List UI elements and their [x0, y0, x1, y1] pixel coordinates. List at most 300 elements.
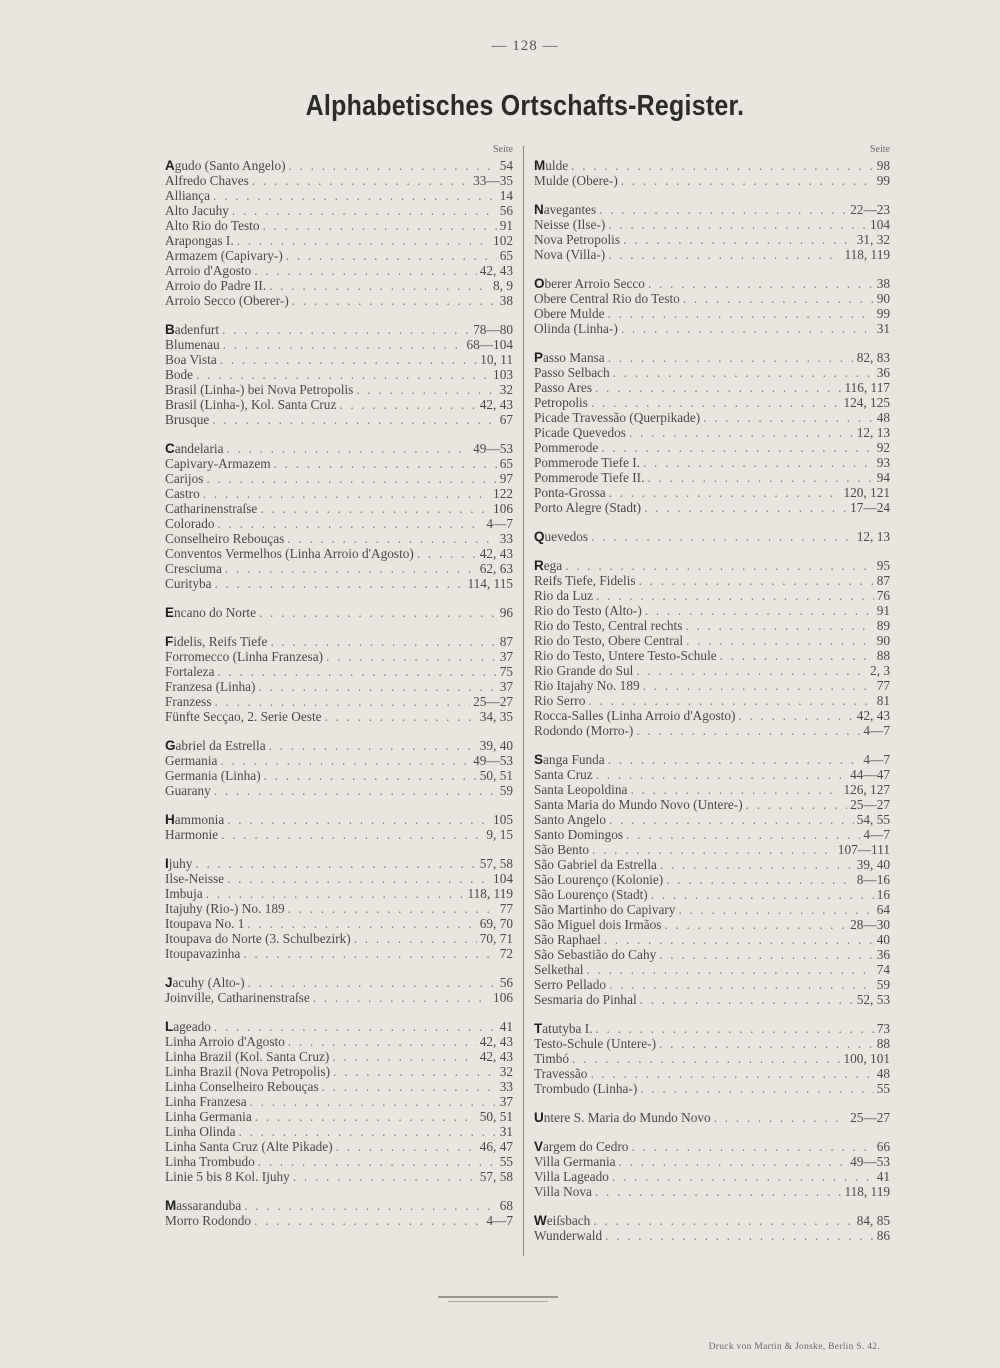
entry-name: Reifs Tiefe, Fidelis	[534, 573, 636, 588]
printer-imprint: Druck von Martin & Jonske, Berlin S. 42.	[708, 1342, 880, 1352]
index-entry	[165, 946, 513, 961]
index-entry	[534, 1081, 890, 1096]
index-entry	[534, 306, 890, 321]
entry-name: Santa Leopoldina	[534, 782, 628, 797]
initial-letter: R	[534, 558, 544, 573]
index-entry	[165, 248, 513, 263]
footer-rule	[448, 1301, 548, 1302]
index-entry	[165, 576, 513, 591]
dot-leader	[258, 679, 496, 694]
entry-name: Carijos	[165, 471, 204, 486]
index-entry	[534, 1036, 890, 1051]
entry-pages: 66	[876, 1139, 890, 1154]
index-entry	[165, 679, 513, 694]
letter-group	[165, 158, 513, 308]
dot-leader	[595, 380, 841, 395]
entry-pages: 42, 43	[479, 397, 513, 412]
index-entry	[165, 441, 513, 456]
letter-group	[165, 1198, 513, 1228]
entry-name: Alto Rio do Testo	[165, 218, 260, 233]
entry-pages: 87	[876, 573, 890, 588]
entry-pages: 46, 47	[479, 1139, 513, 1154]
entry-name: Wunderwald	[534, 1228, 603, 1243]
entry-pages: 28—30	[850, 917, 890, 932]
entry-pages: 118, 119	[844, 1184, 890, 1199]
dot-leader	[232, 203, 497, 218]
dot-leader	[660, 857, 854, 872]
letter-group	[534, 752, 890, 1007]
index-entry	[165, 916, 513, 931]
entry-pages: 104	[870, 217, 890, 232]
entry-name: Itoupava No. 1	[165, 916, 245, 931]
entry-name: Forromecco (Linha Franzesa)	[165, 649, 324, 664]
entry-pages: 25—27	[473, 694, 513, 709]
entry-name: Passo Selbach	[534, 365, 610, 380]
index-entry	[165, 783, 513, 798]
index-entry	[534, 1228, 890, 1243]
entry-name: Linha Germania	[165, 1109, 252, 1124]
entry-pages: 33	[499, 1079, 513, 1094]
entry-name: Weiſsbach	[534, 1213, 591, 1228]
dot-leader	[339, 397, 476, 412]
index-entry	[534, 573, 890, 588]
dot-leader	[287, 531, 496, 546]
entry-name: Fünfte Secçao, 2. Serie Oeste	[165, 709, 322, 724]
entry-pages: 57, 58	[479, 856, 513, 871]
seite-header: Seite	[493, 144, 513, 155]
dot-leader	[609, 485, 841, 500]
entry-name: Rio do Testo, Untere Testo-Schule	[534, 648, 717, 663]
index-entry	[534, 947, 890, 962]
entry-pages: 49—53	[473, 753, 513, 768]
index-entry	[165, 561, 513, 576]
page-number: — 128 —	[491, 38, 559, 54]
index-entry	[165, 293, 513, 308]
index-entry	[165, 1124, 513, 1139]
dot-leader	[648, 276, 874, 291]
index-entry	[165, 738, 513, 753]
entry-pages: 65	[499, 456, 513, 471]
entry-pages: 4—7	[863, 752, 890, 767]
index-entry	[534, 365, 890, 380]
entry-name: Itoupava do Norte (3. Schulbezirk)	[165, 931, 351, 946]
index-entry	[165, 812, 513, 827]
entry-pages: 38	[499, 293, 513, 308]
index-entry	[165, 233, 513, 248]
index-entry	[534, 1066, 890, 1081]
dot-leader	[222, 322, 470, 337]
entry-name: Rega	[534, 558, 563, 573]
entry-name: Villa Germania	[534, 1154, 616, 1169]
entry-name: Fidelis, Reifs Tiefe	[165, 634, 268, 649]
entry-name: Linha Trombudo	[165, 1154, 255, 1169]
entry-name: Petropolis	[534, 395, 588, 410]
initial-letter: I	[165, 856, 169, 871]
index-entry	[165, 471, 513, 486]
index-entry	[165, 218, 513, 233]
entry-name: São Miguel dois Irmãos	[534, 917, 662, 932]
entry-name: Bode	[165, 367, 194, 382]
entry-name: São Sebastião do Cahy	[534, 947, 657, 962]
index-entry	[534, 887, 890, 902]
dot-leader	[243, 946, 496, 961]
entry-pages: 106	[493, 990, 513, 1005]
entry-name: Navegantes	[534, 202, 597, 217]
index-entry	[534, 678, 890, 693]
entry-name: Cresciuma	[165, 561, 222, 576]
index-entry	[534, 440, 890, 455]
dot-leader	[220, 352, 477, 367]
index-entry	[534, 618, 890, 633]
entry-name: Santa Maria do Mundo Novo (Untere-)	[534, 797, 743, 812]
dot-leader	[601, 440, 873, 455]
dot-leader	[608, 350, 854, 365]
entry-name: Curityba	[165, 576, 212, 591]
dot-leader	[678, 902, 873, 917]
entry-name: Fortaleza	[165, 664, 215, 679]
dot-leader	[274, 456, 497, 471]
entry-name: Arroio do Padre II.	[165, 278, 267, 293]
index-entry	[165, 931, 513, 946]
index-entry	[165, 664, 513, 679]
index-entry	[165, 871, 513, 886]
dot-leader	[270, 634, 496, 649]
dot-leader	[640, 1081, 873, 1096]
initial-letter: W	[534, 1213, 547, 1228]
entry-pages: 14	[499, 188, 513, 203]
entry-name: Mulde	[534, 158, 569, 173]
entry-name: Santo Angelo	[534, 812, 607, 827]
index-entry	[534, 395, 890, 410]
index-entry	[165, 1169, 513, 1184]
dot-leader	[738, 708, 853, 723]
entry-pages: 78—80	[473, 322, 513, 337]
entry-name: São Lourenço (Stadt)	[534, 887, 648, 902]
entry-pages: 16	[876, 887, 890, 902]
index-entry	[534, 1139, 890, 1154]
index-entry	[165, 546, 513, 561]
entry-name: Castro	[165, 486, 200, 501]
entry-name: Neisse (Ilse-)	[534, 217, 606, 232]
entry-name: Rodondo (Morro-)	[534, 723, 634, 738]
entry-name: Imbuja	[165, 886, 203, 901]
entry-pages: 90	[876, 291, 890, 306]
dot-leader	[214, 783, 497, 798]
entry-pages: 55	[876, 1081, 890, 1096]
index-entry	[165, 1198, 513, 1213]
entry-name: Linha Santa Cruz (Alte Pikade)	[165, 1139, 333, 1154]
entry-name: Santa Cruz	[534, 767, 593, 782]
index-entry	[165, 634, 513, 649]
dot-leader	[645, 603, 874, 618]
entry-pages: 114, 115	[467, 576, 513, 591]
dot-leader	[259, 605, 497, 620]
dot-leader	[313, 990, 490, 1005]
dot-leader	[237, 233, 490, 248]
entry-pages: 8—16	[856, 872, 890, 887]
entry-name: Itajuhy (Rio-) No. 189	[165, 901, 285, 916]
dot-leader	[572, 1051, 840, 1066]
dot-leader	[263, 218, 497, 233]
entry-pages: 22—23	[850, 202, 890, 217]
dot-leader	[608, 217, 867, 232]
dot-leader	[636, 663, 867, 678]
entry-pages: 41	[499, 1019, 513, 1034]
dot-leader	[289, 158, 497, 173]
initial-letter: A	[165, 158, 175, 173]
index-entry	[534, 962, 890, 977]
index-entry	[165, 694, 513, 709]
entry-pages: 67	[499, 412, 513, 427]
index-entry	[534, 217, 890, 232]
initial-letter: P	[534, 350, 544, 365]
entry-pages: 103	[493, 367, 513, 382]
index-entry	[534, 410, 890, 425]
register-column-right	[534, 144, 890, 1257]
index-entry	[165, 158, 513, 173]
index-entry	[165, 1139, 513, 1154]
index-entry	[534, 872, 890, 887]
entry-name: Conselheiro Rebouças	[165, 531, 285, 546]
dot-leader	[212, 412, 496, 427]
index-entry	[534, 752, 890, 767]
index-entry	[165, 975, 513, 990]
entry-pages: 42, 43	[479, 546, 513, 561]
letter-group	[165, 634, 513, 724]
index-entry	[534, 485, 890, 500]
dot-leader	[714, 1110, 847, 1125]
entry-name: Rio Serro	[534, 693, 586, 708]
dot-leader	[326, 649, 497, 664]
entry-name: Serro Pellado	[534, 977, 607, 992]
entry-pages: 100, 101	[843, 1051, 890, 1066]
entry-name: Massaranduba	[165, 1198, 242, 1213]
dot-leader	[214, 1019, 497, 1034]
dot-leader	[588, 693, 873, 708]
initial-letter: H	[165, 812, 175, 827]
entry-pages: 31	[499, 1124, 513, 1139]
entry-name: Jacuhy (Alto-)	[165, 975, 245, 990]
dot-leader	[586, 962, 873, 977]
entry-pages: 49—53	[473, 441, 513, 456]
index-entry	[534, 380, 890, 395]
entry-name: Tatutyba I.	[534, 1021, 593, 1036]
entry-name: Rio Itajahy No. 189	[534, 678, 640, 693]
entry-pages: 118, 119	[467, 886, 513, 901]
index-entry	[165, 501, 513, 516]
entry-name: Brusque	[165, 412, 210, 427]
entry-pages: 48	[876, 1066, 890, 1081]
letter-group	[534, 350, 890, 515]
seite-header: Seite	[870, 144, 890, 155]
initial-letter: G	[165, 738, 176, 753]
entry-pages: 25—27	[850, 1110, 890, 1125]
letter-groups	[165, 158, 513, 1228]
entry-name: Rio da Luz	[534, 588, 594, 603]
entry-pages: 12, 13	[856, 425, 890, 440]
entry-name: Blumenau	[165, 337, 220, 352]
entry-pages: 4—7	[863, 827, 890, 842]
index-entry	[165, 1019, 513, 1034]
entry-pages: 59	[876, 977, 890, 992]
dot-leader	[639, 573, 874, 588]
entry-pages: 84, 85	[856, 1213, 890, 1228]
entry-name: Arroio Secco (Oberer-)	[165, 293, 289, 308]
dot-leader	[252, 173, 470, 188]
entry-name: Rio do Testo (Alto-)	[534, 603, 642, 618]
dot-leader	[612, 1169, 874, 1184]
dot-leader	[244, 1198, 496, 1213]
entry-name: Quevedos	[534, 529, 589, 544]
dot-leader	[195, 856, 476, 871]
dot-leader	[651, 887, 874, 902]
entry-pages: 50, 51	[479, 1109, 513, 1124]
index-entry	[165, 1079, 513, 1094]
dot-leader	[565, 558, 874, 573]
initial-letter: V	[534, 1139, 544, 1154]
initial-letter: U	[534, 1110, 544, 1125]
index-entry	[534, 202, 890, 217]
entry-pages: 88	[876, 648, 890, 663]
index-entry	[534, 932, 890, 947]
dot-leader	[608, 306, 874, 321]
entry-name: Pommerode Tiefe II.	[534, 470, 645, 485]
initial-letter: F	[165, 634, 174, 649]
index-entry	[165, 263, 513, 278]
initial-letter: N	[534, 202, 544, 217]
entry-pages: 31	[876, 321, 890, 336]
entry-pages: 4—7	[486, 516, 513, 531]
entry-pages: 116, 117	[844, 380, 890, 395]
dot-leader	[666, 872, 854, 887]
entry-name: São Gabriel da Estrella	[534, 857, 657, 872]
dot-leader	[215, 576, 465, 591]
index-entry	[534, 276, 890, 291]
page-title: Alphabetisches Ortschafts-Register.	[305, 90, 745, 122]
entry-name: Santo Domingos	[534, 827, 624, 842]
index-entry	[534, 1110, 890, 1125]
entry-pages: 32	[499, 1064, 513, 1079]
entry-name: Boa Vista	[165, 352, 217, 367]
entry-name: Selkethal	[534, 962, 584, 977]
index-entry	[165, 397, 513, 412]
entry-pages: 102	[493, 233, 513, 248]
entry-name: Linha Conselheiro Rebouças	[165, 1079, 319, 1094]
dot-leader	[703, 410, 874, 425]
index-entry	[534, 247, 890, 262]
entry-pages: 72	[499, 946, 513, 961]
entry-name: Linha Franzesa	[165, 1094, 247, 1109]
entry-pages: 73	[876, 1021, 890, 1036]
initial-letter: E	[165, 605, 175, 620]
index-entry	[165, 605, 513, 620]
entry-pages: 86	[876, 1228, 890, 1243]
index-entry	[534, 232, 890, 247]
letter-group	[534, 1021, 890, 1096]
index-entry	[165, 1034, 513, 1049]
entry-pages: 75	[499, 664, 513, 679]
dot-leader	[685, 618, 873, 633]
entry-pages: 55	[499, 1154, 513, 1169]
entry-name: São Raphael	[534, 932, 601, 947]
entry-pages: 122	[493, 486, 513, 501]
index-entry	[165, 1154, 513, 1169]
dot-leader	[659, 1036, 874, 1051]
dot-leader	[218, 516, 484, 531]
entry-name: Arroio d'Agosto	[165, 263, 252, 278]
entry-pages: 37	[499, 1094, 513, 1109]
entry-pages: 39, 40	[856, 857, 890, 872]
entry-pages: 106	[493, 501, 513, 516]
letter-group	[534, 202, 890, 262]
dot-leader	[720, 648, 874, 663]
dot-leader	[356, 382, 496, 397]
dot-leader	[247, 916, 476, 931]
dot-leader	[605, 1228, 874, 1243]
dot-leader	[595, 1184, 842, 1199]
index-entry	[534, 603, 890, 618]
entry-pages: 87	[499, 634, 513, 649]
letter-group	[165, 812, 513, 842]
dot-leader	[354, 931, 477, 946]
entry-pages: 38	[876, 276, 890, 291]
index-entry	[165, 367, 513, 382]
entry-name: Rio do Testo, Central rechts	[534, 618, 683, 633]
entry-pages: 68—104	[466, 337, 513, 352]
entry-pages: 56	[499, 975, 513, 990]
entry-name: Trombudo (Linha-)	[534, 1081, 638, 1096]
entry-name: Agudo (Santo Angelo)	[165, 158, 286, 173]
entry-pages: 126, 127	[843, 782, 890, 797]
initial-letter: S	[534, 752, 544, 767]
index-entry	[534, 470, 890, 485]
entry-name: São Martinho do Capivary	[534, 902, 676, 917]
entry-name: Linha Arroio d'Agosto	[165, 1034, 285, 1049]
entry-pages: 59	[499, 783, 513, 798]
initial-letter: L	[165, 1019, 174, 1034]
dot-leader	[332, 1049, 476, 1064]
dot-leader	[269, 278, 490, 293]
entry-pages: 33—35	[473, 173, 513, 188]
dot-leader	[227, 871, 490, 886]
dot-leader	[322, 1079, 497, 1094]
dot-leader	[593, 1213, 853, 1228]
dot-leader	[254, 263, 477, 278]
index-entry	[534, 797, 890, 812]
entry-pages: 10, 11	[480, 352, 513, 367]
entry-pages: 4—7	[486, 1213, 513, 1228]
dot-leader	[250, 1094, 497, 1109]
entry-pages: 32	[499, 382, 513, 397]
entry-pages: 124, 125	[843, 395, 890, 410]
index-entry	[165, 901, 513, 916]
entry-pages: 62, 63	[479, 561, 513, 576]
letter-group	[534, 529, 890, 544]
dot-leader	[621, 321, 874, 336]
index-entry	[165, 649, 513, 664]
index-entry	[165, 173, 513, 188]
entry-pages: 42, 43	[479, 263, 513, 278]
entry-pages: 37	[499, 649, 513, 664]
dot-leader	[571, 158, 874, 173]
letter-group	[165, 1019, 513, 1184]
entry-pages: 9, 15	[486, 827, 513, 842]
entry-pages: 17—24	[850, 500, 890, 515]
index-entry	[534, 500, 890, 515]
entry-name: Franzess	[165, 694, 212, 709]
entry-pages: 89	[876, 618, 890, 633]
initial-letter: M	[165, 1198, 177, 1213]
